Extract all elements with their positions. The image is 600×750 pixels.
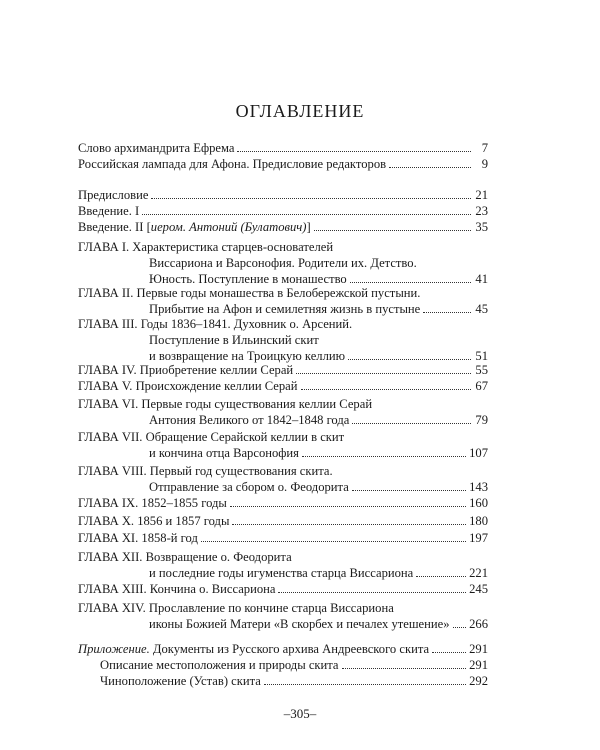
toc-entry-title: ГЛАВА IV. Приобретение келлии Серай — [78, 363, 294, 377]
toc-entry-title: ГЛАВА II. Первые годы монашества в Белобережской пустыни. — [78, 286, 421, 300]
toc-entry-title: Введение. I — [78, 204, 140, 218]
toc-entry-title-cont: и последние годы игуменства старца Виссариона — [149, 566, 414, 580]
toc-entry-title-cont: Поступление в Ильинский скит — [149, 333, 319, 347]
toc-entry-page: 291 — [469, 642, 488, 656]
toc-entry-page: 107 — [469, 446, 488, 460]
toc-entry-title: Российская лампада для Афона. Предисловие редакторов — [78, 157, 387, 171]
toc-entry-title: ГЛАВА VII. Обращение Серайской келлии в скит — [78, 430, 345, 444]
toc-entry — [78, 239, 488, 287]
toc-entry-title: Документы из Русского архива Андреевского скита — [149, 642, 430, 656]
toc-entry — [78, 378, 488, 394]
page-title: ОГЛАВЛЕНИЕ — [235, 101, 365, 121]
toc-entry-page: 180 — [469, 514, 488, 528]
leader-dots — [352, 423, 471, 424]
toc-entry-title: ГЛАВА III. Годы 1836–1841. Духовник о. Арсений. — [78, 317, 353, 331]
toc-entry — [78, 396, 488, 428]
toc-entry-title: Предисловие — [78, 188, 149, 202]
leader-dots — [278, 592, 466, 593]
leader-dots — [453, 627, 467, 628]
toc-entry — [78, 219, 488, 235]
leader-dots — [201, 541, 466, 542]
toc-entry-title-cont: и возвращение на Троицкую келлию — [149, 349, 346, 363]
leader-dots — [296, 373, 471, 374]
toc-entry-title: ГЛАВА I. Характеристика старцев-основателей — [78, 240, 334, 254]
toc-entry-page: 221 — [469, 566, 488, 580]
leader-dots — [264, 684, 466, 685]
leader-dots — [348, 359, 471, 360]
toc-entry-title: ГЛАВА IX. 1852–1855 годы — [78, 496, 227, 510]
toc-entry-page: 79 — [475, 413, 488, 427]
toc-entry-page: 291 — [469, 658, 488, 672]
leader-dots — [432, 652, 466, 653]
leader-dots — [352, 490, 466, 491]
toc-entry-title: ГЛАВА VIII. Первый год существования скита. — [78, 464, 333, 478]
toc-entry — [78, 285, 488, 317]
leader-dots — [416, 576, 466, 577]
toc-entry-page: 41 — [475, 272, 488, 286]
toc-entry — [78, 140, 488, 156]
toc-entry-page: 23 — [475, 204, 488, 218]
toc-entry-title-cont: Юность. Поступление в монашество — [149, 272, 347, 286]
toc-entry-title-cont: Антония Великого от 1842–1848 года — [149, 413, 350, 427]
toc-entry — [78, 429, 488, 461]
toc-entry — [78, 362, 488, 378]
toc-entry-page: 51 — [475, 349, 488, 363]
toc-entry — [78, 549, 488, 581]
toc-entry — [78, 673, 488, 689]
toc-entry-title: Чиноположение (Устав) скита — [100, 674, 261, 688]
toc-entry-page: 160 — [469, 496, 488, 510]
toc-entry — [78, 187, 488, 203]
toc-entry-title: ГЛАВА XII. Возвращение о. Феодорита — [78, 550, 292, 564]
toc-entry-title: ГЛАВА XIII. Кончина о. Виссариона — [78, 582, 276, 596]
leader-dots — [232, 524, 466, 525]
toc-entry — [78, 641, 488, 657]
toc-entry — [78, 581, 488, 597]
toc-entry — [78, 495, 488, 511]
toc-entry — [78, 463, 488, 495]
leader-dots — [342, 668, 467, 669]
toc-entry-page: 67 — [475, 379, 488, 393]
toc-entry-page: 266 — [469, 617, 488, 631]
leader-dots — [230, 506, 466, 507]
toc-entry-page: 245 — [469, 582, 488, 596]
toc-entry-title: Описание местоположения и природы скита — [100, 658, 339, 672]
leader-dots — [423, 312, 471, 313]
toc-entry-page: 55 — [475, 363, 488, 377]
toc-entry-page: 7 — [481, 141, 488, 155]
toc-entry-page: 35 — [475, 220, 488, 234]
toc-entry-title-cont: иконы Божией Матери «В скорбех и печалех утешение» — [149, 617, 450, 631]
leader-dots — [142, 214, 471, 215]
toc-entry-page: 9 — [481, 157, 488, 171]
toc-entry-author: иером. Антоний (Булатович) — [150, 220, 307, 234]
toc-entry-title: ГЛАВА XI. 1858-й год — [78, 531, 198, 545]
toc-entry-page: 197 — [469, 531, 488, 545]
toc-entry-page: 292 — [469, 674, 488, 688]
toc-entry-title: ГЛАВА XIV. Прославление по кончине старца Виссариона — [78, 601, 394, 615]
toc-entry-title-cont: Прибытие на Афон и семилетняя жизнь в пустыне — [149, 302, 421, 316]
toc-entry — [78, 203, 488, 219]
toc-entry-prefix: Приложение. — [78, 642, 150, 656]
toc-entry-page: 21 — [475, 188, 488, 202]
toc-entry-title: Введение. II [ — [78, 220, 151, 234]
toc-entry — [78, 657, 488, 673]
toc-entry — [78, 316, 488, 364]
toc-entry — [78, 513, 488, 529]
leader-dots — [389, 167, 471, 168]
leader-dots — [301, 389, 471, 390]
toc-entry-title-cont: и кончина отца Варсонофия — [149, 446, 299, 460]
toc-entry-page: 143 — [469, 480, 488, 494]
toc-entry-title-cont: Отправление за сбором о. Феодорита — [149, 480, 349, 494]
leader-dots — [350, 282, 471, 283]
toc-entry-title-cont: Виссариона и Варсонофия. Родители их. Детство. — [149, 256, 417, 270]
leader-dots — [237, 151, 471, 152]
toc-entry — [78, 530, 488, 546]
toc-entry-title: Слово архимандрита Ефрема — [78, 141, 235, 155]
toc-entry — [78, 600, 488, 632]
toc-entry-title: ГЛАВА VI. Первые годы существования келлии Серай — [78, 397, 373, 411]
leader-dots — [302, 456, 466, 457]
toc-entry — [78, 156, 488, 172]
toc-entry-bracket: ] — [306, 220, 311, 234]
page-number: –305– — [283, 706, 317, 721]
toc-entry-page: 45 — [475, 302, 488, 316]
leader-dots — [151, 198, 471, 199]
leader-dots — [314, 230, 471, 231]
toc-entry-title: ГЛАВА V. Происхождение келлии Серай — [78, 379, 298, 393]
toc-entry-title: ГЛАВА X. 1856 и 1857 годы — [78, 514, 230, 528]
